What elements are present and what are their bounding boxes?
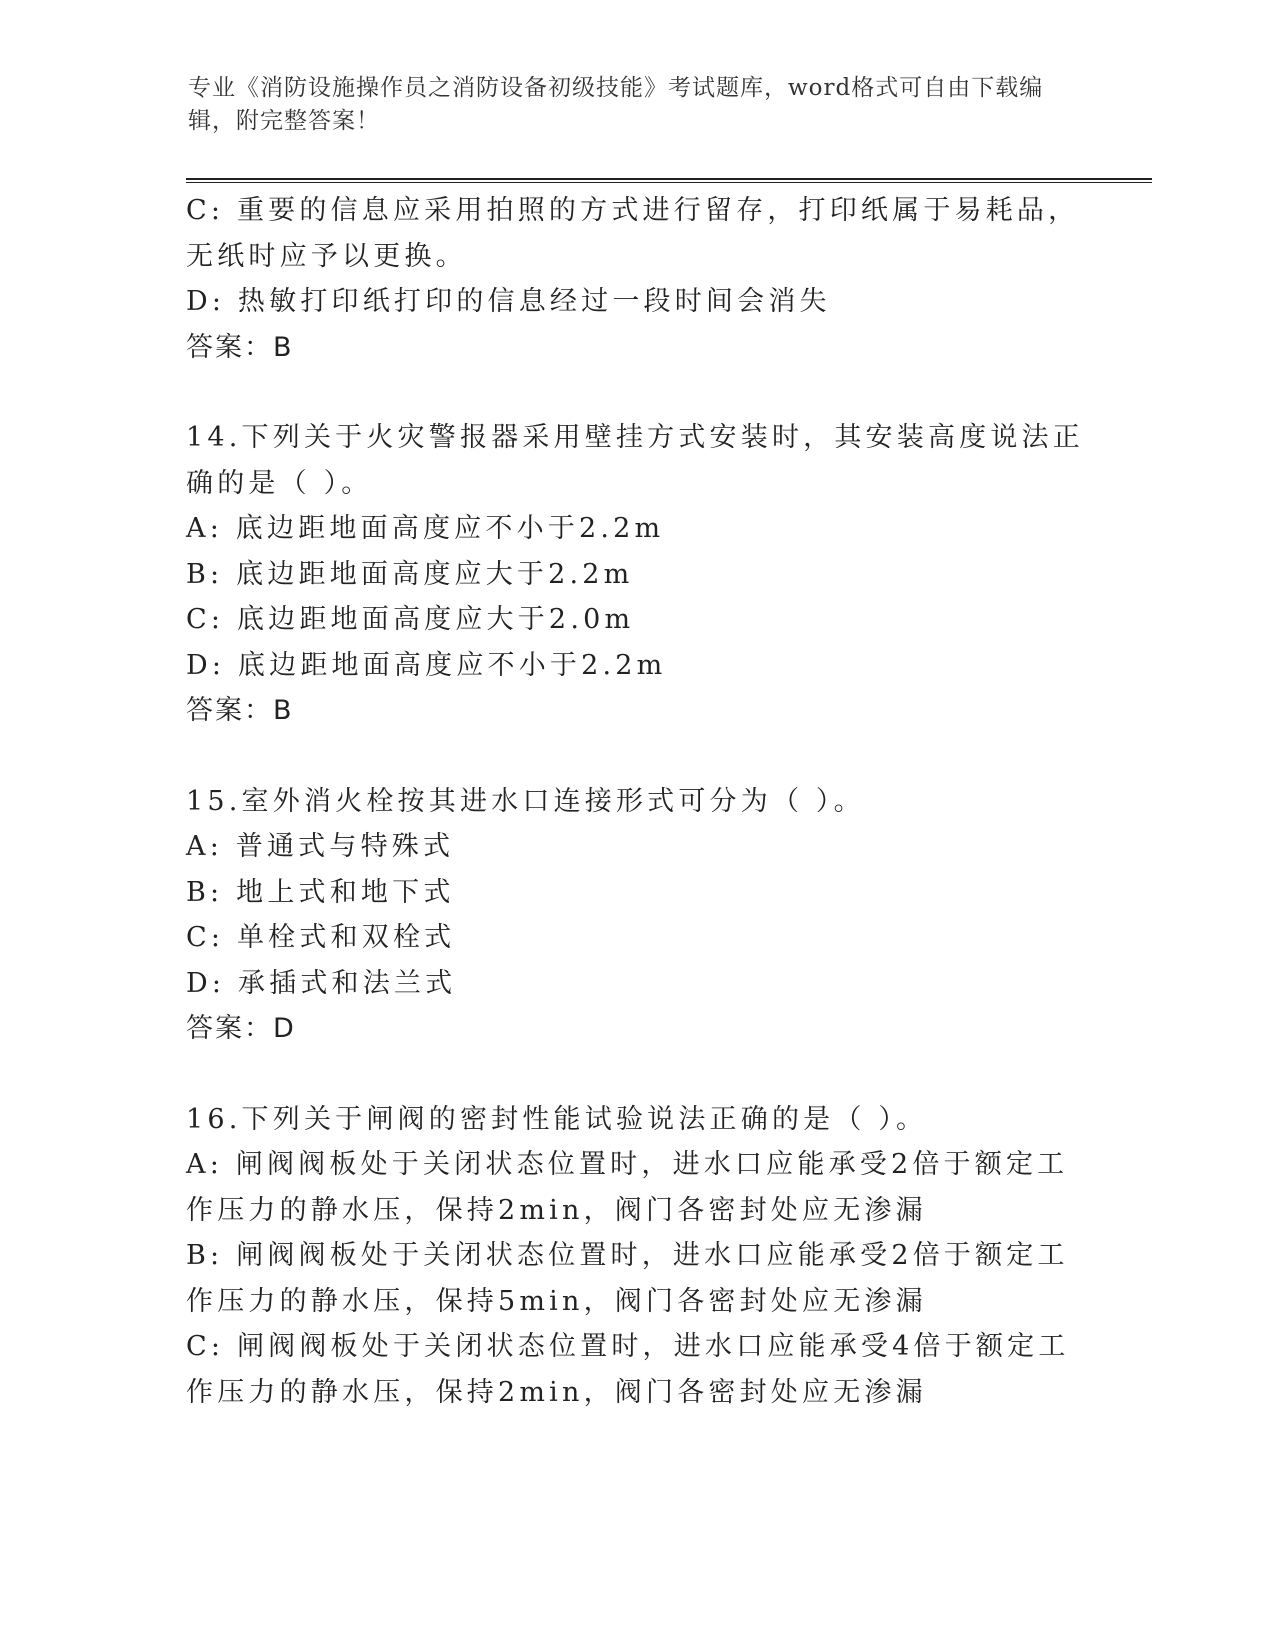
question-stem: 15.室外消火栓按其进水口连接形式可分为（ ）。 bbox=[186, 785, 865, 817]
option-c: C: 底边距地面高度应大于2.0m bbox=[186, 604, 635, 635]
spacer bbox=[186, 734, 1086, 779]
option-c: C: 重要的信息应采用拍照的方式进行留存，打印纸属于易耗品，无纸时应予以更换。 bbox=[186, 195, 1080, 272]
option-c: C: 单栓式和双栓式 bbox=[186, 922, 456, 953]
option-c: C: 闸阀阀板处于关闭状态位置时，进水口应能承受4倍于额定工作压力的静水压，保持2min，阀门各密封处应无渗漏 bbox=[186, 1331, 1070, 1408]
spacer bbox=[186, 370, 1086, 415]
answer: 答案：B bbox=[186, 695, 294, 726]
question-15 bbox=[186, 779, 1086, 1052]
question-stem: 14.下列关于火灾警报器采用壁挂方式安装时，其安装高度说法正确的是（ ）。 bbox=[186, 422, 1084, 499]
question-14 bbox=[186, 415, 1086, 734]
option-a: A: 普通式与特殊式 bbox=[186, 831, 455, 862]
option-d: D: 热敏打印纸打印的信息经过一段时间会消失 bbox=[186, 286, 831, 317]
answer: 答案：B bbox=[186, 331, 294, 363]
document-header bbox=[188, 72, 1068, 138]
option-d: D: 底边距地面高度应不小于2.2m bbox=[186, 649, 667, 681]
question-16 bbox=[186, 1097, 1086, 1416]
question-content bbox=[186, 188, 1086, 1415]
option-a: A: 闸阀阀板处于关闭状态位置时，进水口应能承受2倍于额定工作压力的静水压，保持2min，阀门各密封处应无渗漏 bbox=[186, 1149, 1069, 1226]
option-a: A: 底边距地面高度应不小于2.2m bbox=[186, 513, 665, 544]
header-divider bbox=[186, 178, 1152, 183]
option-b: B: 底边距地面高度应大于2.2m bbox=[186, 558, 634, 590]
option-d: D: 承插式和法兰式 bbox=[186, 967, 457, 999]
spacer bbox=[186, 1052, 1086, 1097]
answer: 答案：D bbox=[186, 1013, 296, 1044]
option-b: B: 地上式和地下式 bbox=[186, 876, 455, 908]
header-text: 专业《消防设施操作员之消防设备初级技能》考试题库，word格式可自由下载编辑，附完整答案！ bbox=[188, 75, 1044, 134]
option-b: B: 闸阀阀板处于关闭状态位置时，进水口应能承受2倍于额定工作压力的静水压，保持5min，阀门各密封处应无渗漏 bbox=[186, 1240, 1069, 1317]
question-stem: 16.下列关于闸阀的密封性能试验说法正确的是（ ）。 bbox=[186, 1103, 928, 1135]
carry-over-question bbox=[186, 188, 1086, 370]
